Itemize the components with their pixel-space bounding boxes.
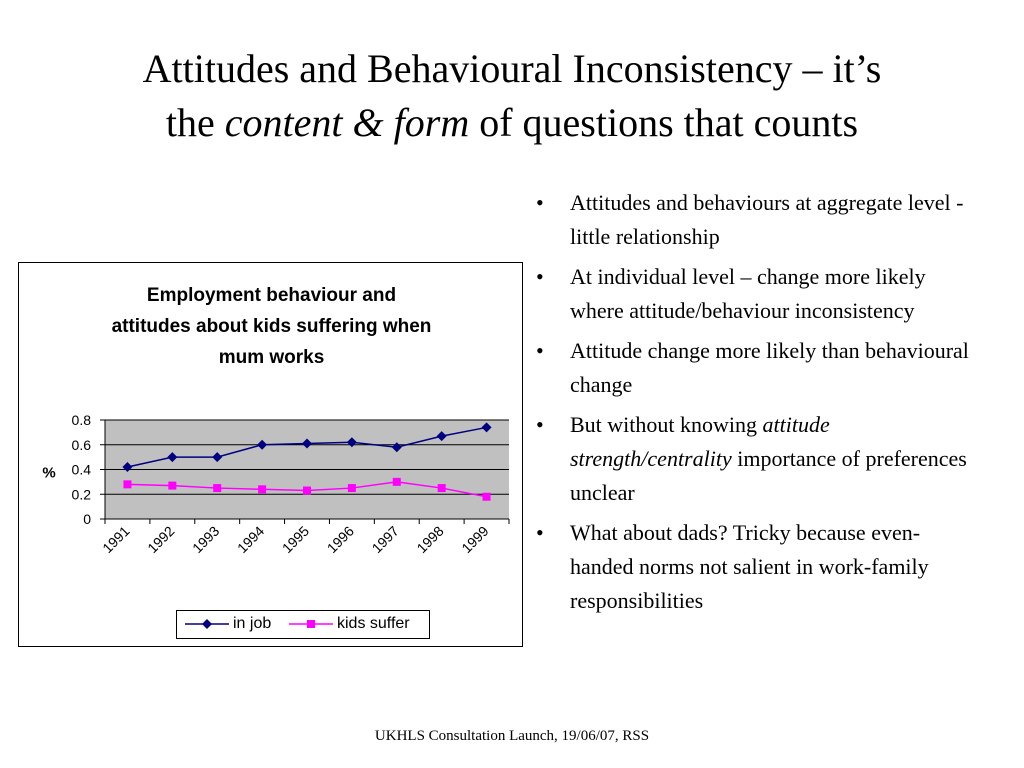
- bullet-text-pre: But without knowing: [570, 412, 763, 437]
- bullet-item: [530, 186, 970, 254]
- data-point-square: [483, 493, 491, 501]
- chart-title-line-2: attitudes about kids suffering when: [111, 316, 432, 337]
- legend-marker-diamond-icon: [185, 615, 229, 633]
- line-chart: [19, 263, 522, 646]
- y-tick-label: 0.8: [71, 412, 91, 428]
- data-point-square: [213, 484, 221, 492]
- slide-footer: UKHLS Consultation Launch, 19/06/07, RSS: [374, 728, 650, 744]
- y-tick-label: 0: [83, 511, 91, 527]
- bullet-text: Attitudes and behaviours at aggregate level - little relationship: [570, 190, 964, 249]
- chart-title-line-3: mum works: [218, 347, 325, 368]
- title-line-2-pre: the: [165, 100, 225, 145]
- x-tick-label: 1997: [368, 522, 402, 557]
- bullet-icon: •: [536, 412, 544, 437]
- bullet-text: At individual level – change more likely where attitude/behaviour inconsistency: [570, 264, 926, 323]
- data-point-square: [438, 484, 446, 492]
- chart-legend: [176, 610, 430, 639]
- legend-item-in-job: [185, 615, 271, 633]
- bullet-item: [530, 334, 970, 402]
- legend-label-kids-suffer: kids suffer: [337, 615, 410, 632]
- bullet-list: [530, 186, 970, 624]
- data-point-square: [258, 485, 266, 493]
- bullet-icon: •: [536, 338, 544, 363]
- x-tick-label: 1996: [323, 522, 358, 557]
- y-tick-label: 0.6: [71, 436, 91, 453]
- chart-container: [18, 262, 523, 647]
- x-tick-label: 1993: [189, 522, 223, 557]
- title-line-2: [60, 96, 964, 150]
- bullet-text: What about dads? Tricky because even-handed norms not salient in work-family responsibilities: [570, 520, 929, 613]
- data-point-square: [168, 482, 176, 490]
- bullet-icon: •: [536, 520, 544, 545]
- bullet-item: [530, 408, 970, 510]
- y-tick-label: 0.4: [71, 461, 91, 478]
- data-point-square: [393, 478, 401, 486]
- data-point-square: [348, 484, 356, 492]
- y-tick-label: 0.2: [71, 486, 91, 503]
- x-tick-label: 1998: [413, 522, 447, 557]
- bullet-text-post: importance of preferences unclear: [570, 446, 967, 505]
- x-tick-label: 1991: [99, 522, 133, 557]
- y-axis-label: %: [42, 464, 56, 482]
- bullet-icon: •: [536, 190, 544, 215]
- x-tick-label: 1995: [278, 522, 313, 557]
- bullet-icon: •: [536, 264, 544, 289]
- bullet-item: [530, 516, 970, 618]
- x-tick-label: 1999: [458, 522, 492, 557]
- legend-marker-square-icon: [289, 615, 333, 633]
- title-line-1: Attitudes and Behavioural Inconsistency – it’s: [142, 46, 882, 91]
- chart-title-line-1: Employment behaviour and: [146, 285, 397, 306]
- legend-item-kids-suffer: [289, 615, 410, 633]
- data-point-square: [123, 480, 131, 488]
- bullet-text-emphasis: attitude strength/centrality: [570, 412, 830, 471]
- x-tick-label: 1992: [144, 522, 178, 557]
- bullet-item: [530, 260, 970, 328]
- data-point-square: [303, 487, 311, 495]
- bullet-text: Attitude change more likely than behavioural change: [570, 338, 969, 397]
- legend-label-in-job: in job: [233, 615, 272, 632]
- slide-title: [60, 42, 964, 150]
- title-line-2-post: of questions that counts: [469, 100, 859, 145]
- x-tick-label: 1994: [233, 522, 268, 557]
- title-line-2-emphasis: content & form: [224, 100, 470, 145]
